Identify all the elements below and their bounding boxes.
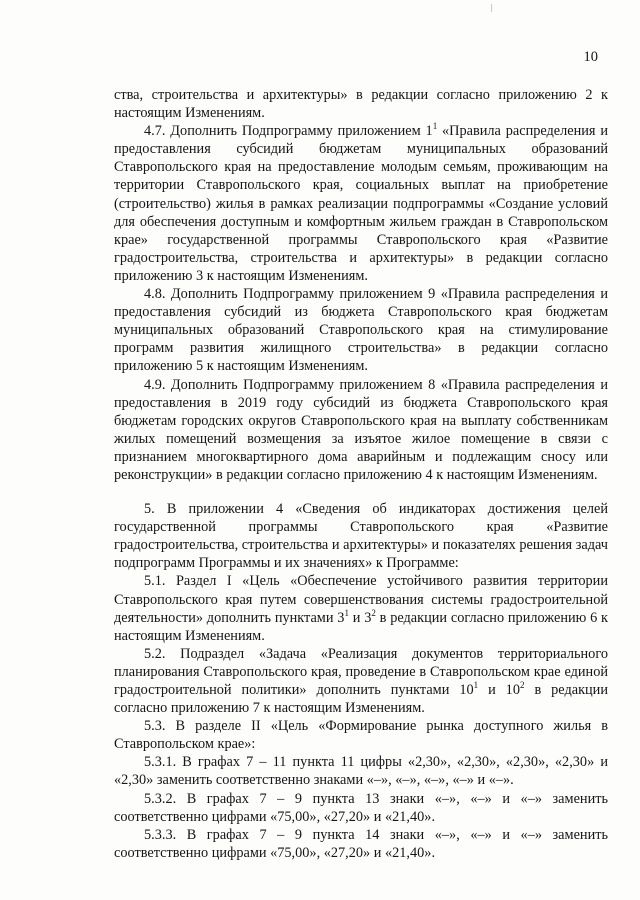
text-run: «Правила распределения и предоставления субсидий бюджетам муниципальных образований Ставропольского края на предоставление молодым семьям, проживающим на территории Ставропольского края, социальных выплат на приобретение (строительство) жилья в рамках реализации подпрограммы «Создание условий для обеспечения доступным и комфортным жильем граждан в Ставропольском крае» государственной программы Ставропольского края «Развитие градостроительства, строительства и архитектуры» в редакции согласно приложению 3 к настоящим Изменениям. <box>114 123 608 284</box>
document-body <box>114 86 608 862</box>
text-run: 5.3.2. В графах 7 – 9 пункта 13 знаки «–», «–» и «–» заменить соответственно цифрами «75,00», «27,20» и «21,40». <box>114 790 608 825</box>
paragraph <box>114 572 608 644</box>
page-number: 10 <box>583 49 598 65</box>
text-run: 5.3.1. В графах 7 – 11 пункта 11 цифры «2,30», «2,30», «2,30», «2,30» и «2,30» заменить соответственно знаками «–», «–», «–», «–» и «–». <box>114 754 608 789</box>
text-run: ства, строительства и архитектуры» в редакции согласно приложению 2 к настоящим Изменениям. <box>114 87 608 122</box>
paragraph <box>114 790 608 826</box>
text-run: 4.7. Дополнить Подпрограмму приложением 1 <box>144 123 433 140</box>
text-run: 5.2. Подраздел «Задача «Реализация документов территориального планирования Ставропольского края, проведение в Ставропольском крае единой градостроительной политики» дополнить пунктами 10 <box>114 645 608 698</box>
paragraph <box>114 376 608 485</box>
text-run: в редакции согласно приложению 6 к настоящим Изменениям. <box>114 609 608 644</box>
paragraph <box>114 753 608 789</box>
superscript-index: 1 <box>432 121 438 132</box>
paragraph <box>114 122 608 285</box>
paragraph-gap <box>114 484 608 500</box>
text-run: в редакции согласно приложению 7 к настоящим Изменениям. <box>114 682 608 717</box>
text-run: 5.3.3. В графах 7 – 9 пункта 14 знаки «–», «–» и «–» заменить соответственно цифрами «75,00», «27,20» и «21,40». <box>114 826 608 861</box>
text-run: 5.1. Раздел I «Цель «Обеспечение устойчивого развития территории Ставропольского края путем совершенствования системы градостроительной деятельности» дополнить пунктами 3 <box>114 573 608 626</box>
paragraph <box>114 826 608 862</box>
superscript-index: 2 <box>371 607 376 618</box>
superscript-index: 2 <box>519 680 525 691</box>
text-run: 5. В приложении 4 «Сведения об индикаторах достижения целей государственной программы Ставропольского края «Развитие градостроительства, строительства и архитектуры» и показателях решения задач подпрограмм Программы и их значениях» к Программе: <box>114 501 608 572</box>
text-run: 4.9. Дополнить Подпрограмму приложением 8 «Правила распределения и предоставления в 2019 году субсидий из бюджета Ставропольского края бюджетам городских округов Ставропольского края на выплату собственникам жилых помещений возмещения за изъятое жилое помещение в связи с признанием многоквартирного дома аварийным и подлежащим сносу или реконструкции» в редакции согласно приложению 4 к настоящим Изменениям. <box>114 376 608 483</box>
superscript-index: 1 <box>344 607 349 618</box>
text-run: 4.8. Дополнить Подпрограмму приложением 9 «Правила распределения и предоставления субсидий из бюджета Ставропольского края бюджетам муниципальных образований Ставропольского края на стимулирование программ развития жилищного строительства» в редакции согласно приложению 5 к настоящим Изменениям. <box>114 286 608 375</box>
text-run: и 3 <box>348 609 372 626</box>
paragraph <box>114 500 608 572</box>
superscript-index: 1 <box>473 680 479 691</box>
paragraph <box>114 285 608 375</box>
text-run: 5.3. В разделе II «Цель «Формирование рынка доступного жилья в Ставропольском крае»: <box>114 718 608 753</box>
paragraph <box>114 86 608 122</box>
paragraph <box>114 645 608 717</box>
text-run: и 10 <box>478 682 520 698</box>
scan-mark <box>491 4 492 12</box>
paragraph <box>114 717 608 753</box>
